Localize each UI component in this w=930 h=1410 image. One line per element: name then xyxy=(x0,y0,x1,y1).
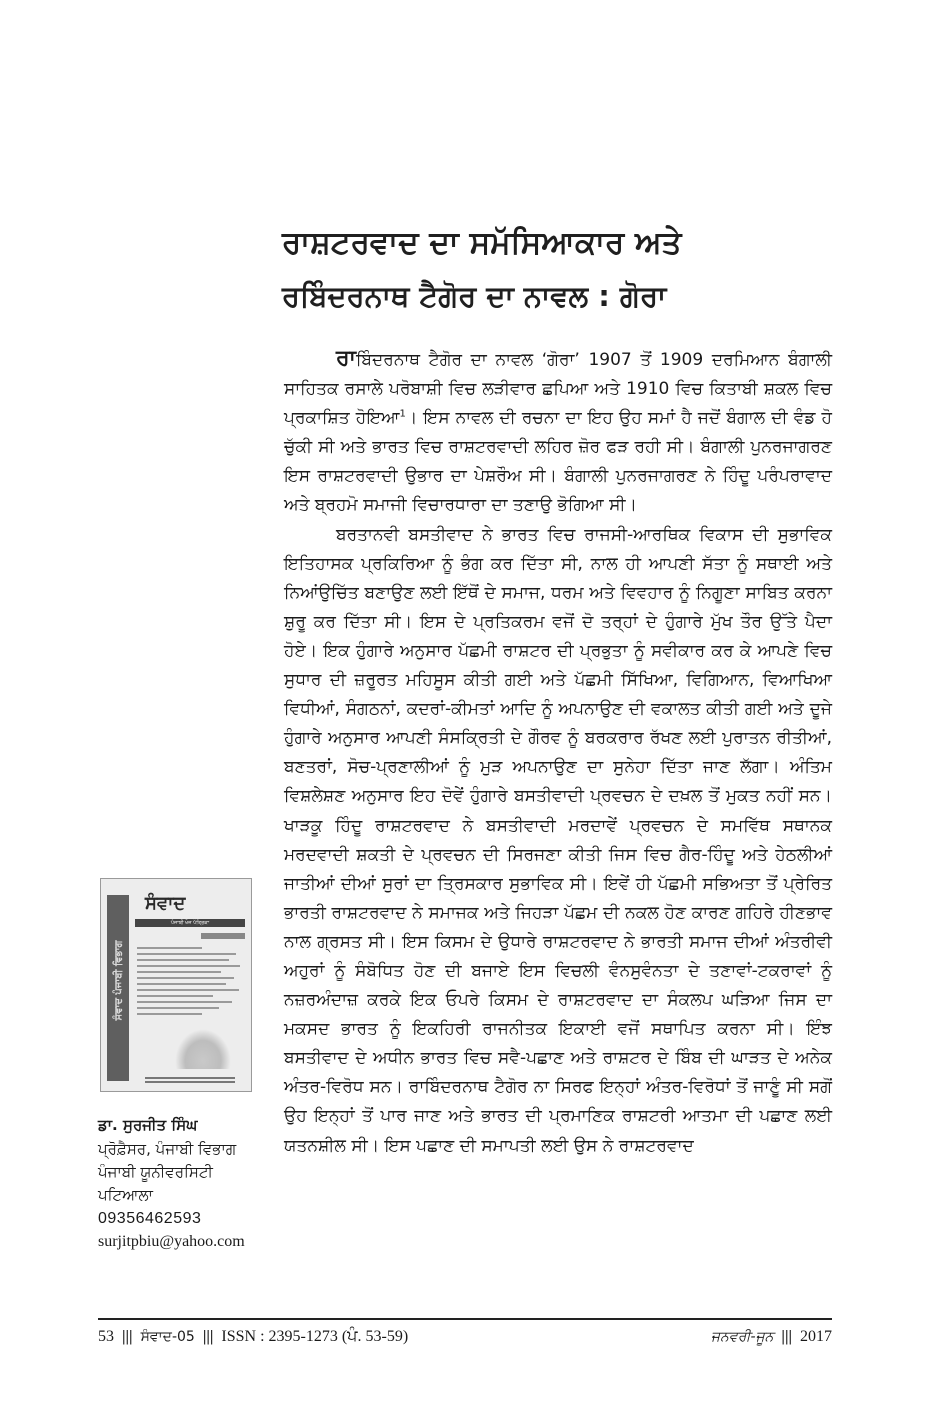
paragraph-2: ਬਰਤਾਨਵੀ ਬਸਤੀਵਾਦ ਨੇ ਭਾਰਤ ਵਿਚ ਰਾਜਸੀ-ਆਰਥਿਕ ਵਿਕਾਸ ਦੀ ਸੁਭਾਵਿਕ ਇਤਿਹਾਸਕ ਪ੍ਰਕਿਰਿਆ ਨੂੰ ਭੰਗ ਕਰ ਦਿੱਤਾ ਸੀ, ਨਾਲ ਹੀ ਆਪਣੀ ਸੱਤਾ ਨੂੰ ਸਥਾਈ ਅਤੇ ਨਿਆਂਉਚਿੱਤ ਬਣਾਉਣ ਲਈ ਇੱਥੋਂ ਦੇ ਸਮਾਜ, ਧਰਮ ਅਤੇ ਵਿਵਹਾਰ ਨੂੰ ਨਿਗੂਣਾ ਸਾਬਿਤ ਕਰਨਾ ਸ਼ੁਰੂ ਕਰ ਦਿੱਤਾ ਸੀ। ਇਸ ਦੇ ਪ੍ਰਤਿਕਰਮ ਵਜੋਂ ਦੋ ਤਰ੍ਹਾਂ ਦੇ ਹੁੰਗਾਰੇ ਮੁੱਖ ਤੌਰ ਉੱਤੇ ਪੈਦਾ ਹੋਏ। ਇਕ ਹੁੰਗਾਰੇ ਅਨੁਸਾਰ ਪੱਛਮੀ ਰਾਸ਼ਟਰ ਦੀ ਪ੍ਰਭੁਤਾ ਨੂੰ ਸਵੀਕਾਰ ਕਰ ਕੇ ਆਪਣੇ ਵਿਚ ਸੁਧਾਰ ਦੀ ਜ਼ਰੂਰਤ ਮਹਿਸੂਸ ਕੀਤੀ ਗਈ ਅਤੇ ਪੱਛਮੀ ਸਿੱਖਿਆ, ਵਿਗਿਆਨ, ਵਿਆਖਿਆ ਵਿਧੀਆਂ, ਸੰਗਠਨਾਂ, ਕਦਰਾਂ-ਕੀਮਤਾਂ ਆਦਿ ਨੂੰ ਅਪਨਾਉਣ ਦੀ ਵਕਾਲਤ ਕੀਤੀ ਗਈ ਅਤੇ ਦੂਜੇ ਹੁੰਗਾਰੇ ਅਨੁਸਾਰ ਆਪਣੀ ਸੰਸਕ੍ਰਿਤੀ ਦੇ ਗੌਰਵ ਨੂੰ ਬਰਕਰਾਰ ਰੱਖਣ ਲਈ ਪੁਰਾਤਨ ਰੀਤੀਆਂ, ਬਣਤਰਾਂ, ਸੋਚ-ਪ੍ਰਣਾਲੀਆਂ ਨੂੰ ਮੁੜ ਅਪਨਾਉਣ ਦਾ ਸੁਨੇਹਾ ਦਿੱਤਾ ਜਾਣ ਲੱਗਾ। ਅੰਤਿਮ ਵਿਸ਼ਲੇਸ਼ਣ ਅਨੁਸਾਰ ਇਹ ਦੋਵੇਂ ਹੁੰਗਾਰੇ ਬਸਤੀਵਾਦੀ ਪ੍ਰਵਚਨ ਦੇ ਦਖ਼ਲ ਤੋਂ ਮੁਕਤ ਨਹੀਂ ਸਨ। ਖਾੜਕੂ ਹਿੰਦੂ ਰਾਸ਼ਟਰਵਾਦ ਨੇ ਬਸਤੀਵਾਦੀ ਮਰਦਾਵੇਂ ਪ੍ਰਵਚਨ ਦੇ ਸਮਵਿੱਥ ਸਥਾਨਕ ਮਰਦਵਾਦੀ ਸ਼ਕਤੀ ਦੇ ਪ੍ਰਵਚਨ ਦੀ ਸਿਰਜਣਾ ਕੀਤੀ ਜਿਸ ਵਿਚ ਗੈਰ-ਹਿੰਦੂ ਅਤੇ ਹੇਠਲੀਆਂ ਜਾਤੀਆਂ ਦੀਆਂ ਸੁਰਾਂ ਦਾ ਤ੍ਰਿਸਕਾਰ ਸੁਭਾਵਿਕ ਸੀ। ਇਵੇਂ ਹੀ ਪੱਛਮੀ ਸਭਿਅਤਾ ਤੋਂ ਪ੍ਰੇਰਿਤ ਭਾਰਤੀ ਰਾਸ਼ਟਰਵਾਦ ਨੇ ਸਮਾਜਕ ਅਤੇ ਜਿਹੜਾ ਪੱਛਮ ਦੀ ਨਕਲ ਹੋਣ ਕਾਰਣ ਗਹਿਰੇ ਹੀਣਭਾਵ ਨਾਲ ਗ੍ਰਸਤ ਸੀ। ਇਸ ਕਿਸਮ ਦੇ ਉਧਾਰੇ ਰਾਸ਼ਟਰਵਾਦ ਨੇ ਭਾਰਤੀ ਸਮਾਜ ਦੀਆਂ ਅੰਤਰੀਵੀ ਅਹੁਰਾਂ ਨੂੰ ਸੰਬੋਧਿਤ ਹੋਣ ਦੀ ਬਜਾਏ ਇਸ ਵਿਚਲੀ ਵੰਨਸੁਵੰਨਤਾ ਦੇ ਤਣਾਵਾਂ-ਟਕਰਾਵਾਂ ਨੂੰ ਨਜ਼ਰਅੰਦਾਜ਼ ਕਰਕੇ ਇਕ ਓਪਰੇ ਕਿਸਮ ਦੇ ਰਾਸ਼ਟਰਵਾਦ ਦਾ ਸੰਕਲਪ ਘੜਿਆ ਜਿਸ ਦਾ ਮਕਸਦ ਭਾਰਤ ਨੂੰ ਇਕਹਿਰੀ ਰਾਜਨੀਤਕ ਇਕਾਈ ਵਜੋਂ ਸਥਾਪਿਤ ਕਰਨਾ ਸੀ। ਇੰਝ ਬਸਤੀਵਾਦ ਦੇ ਅਧੀਨ ਭਾਰਤ ਵਿਚ ਸਵੈ-ਪਛਾਣ ਅਤੇ ਰਾਸ਼ਟਰ ਦੇ ਬਿੰਬ ਦੀ ਘਾੜਤ ਦੇ ਅਨੇਕ ਅੰਤਰ-ਵਿਰੋਧ ਸਨ। ਰਾਬਿੰਦਰਨਾਥ ਟੈਗੋਰ ਨਾ ਸਿਰਫ ਇਨ੍ਹਾਂ ਅੰਤਰ-ਵਿਰੋਧਾਂ ਤੋਂ ਜਾਣੂੰ ਸੀ ਸਗੋਂ ਉਹ ਇਨ੍ਹਾਂ ਤੋਂ ਪਾਰ ਜਾਣ ਅਤੇ ਭਾਰਤ ਦੀ ਪ੍ਰਮਾਣਿਕ ਰਾਸ਼ਟਰੀ ਆਤਮਾ ਦੀ ਪਛਾਣ ਲਈ ਯਤਨਸ਼ੀਲ ਸੀ। ਇਸ ਪਛਾਣ ਦੀ ਸਮਾਪਤੀ ਲਈ ਉਸ ਨੇ ਰਾਸ਼ਟਰਵਾਦ xyxy=(284,524,832,1156)
page-footer xyxy=(98,1326,832,1348)
author-university: ਪੰਜਾਬੀ ਯੂਨੀਵਰਸਿਟੀ xyxy=(98,1163,213,1181)
issue-year: 2017 xyxy=(800,1328,832,1345)
article-title xyxy=(282,222,842,316)
footer-divider xyxy=(98,1318,832,1320)
author-block xyxy=(98,1112,278,1253)
author-designation: ਪ੍ਰੋਫ਼ੈਸਰ, ਪੰਜਾਬੀ ਵਿਭਾਗ xyxy=(98,1140,237,1158)
cover-spine-text: ਸੰਵਾਦ ਪੰਜਾਬੀ ਵਿਭਾਗ xyxy=(113,940,125,1021)
issn: ISSN : 2395-1273 (ਪੰ. 53-59) xyxy=(221,1328,409,1345)
cover-publisher xyxy=(135,1075,245,1087)
journal-cover-image xyxy=(100,878,252,1092)
author-name: ਡਾ. ਸੁਰਜੀਤ ਸਿੰਘ xyxy=(98,1116,198,1134)
cover-subtitle: ਪੰਜਾਬੀ ਖੋਜ ਪੱਤ੍ਰਿਕਾ xyxy=(135,919,245,927)
page-number: 53 xyxy=(98,1328,114,1345)
paragraph-1-rest: । ਇਸ ਨਾਵਲ ਦੀ ਰਚਨਾ ਦਾ ਇਹ ਉਹ ਸਮਾਂ ਹੈ ਜਦੋਂ ਬੰਗਾਲ ਦੀ ਵੰਡ ਹੋ ਚੁੱਕੀ ਸੀ ਅਤੇ ਭਾਰਤ ਵਿਚ ਰਾਸ਼ਟਰਵਾਦੀ ਲਹਿਰ ਜ਼ੋਰ ਫੜ ਰਹੀ ਸੀ। ਬੰਗਾਲੀ ਪੁਨਰਜਾਗਰਣ ਇਸ ਰਾਸ਼ਟਰਵਾਦੀ ਉਭਾਰ ਦਾ ਪੇਸ਼ਰੌਅ ਸੀ। ਬੰਗਾਲੀ ਪੁਨਰਜਾਗਰਣ ਨੇ ਹਿੰਦੂ ਪਰੰਪਰਾਵਾਦ ਅਤੇ ਬ੍ਰਹਮੋ ਸਮਾਜੀ ਵਿਚਾਰਧਾਰਾ ਦਾ ਤਣਾਉ ਭੋਗਿਆ ਸੀ। xyxy=(284,408,832,516)
author-city: ਪਟਿਆਲਾ xyxy=(98,1186,153,1204)
title-line-2: ਰਬਿੰਦਰਨਾਥ ਟੈਗੋਰ ਦਾ ਨਾਵਲ : ਗੋਰਾ xyxy=(282,279,667,313)
cover-title: ਸੰਵਾਦ xyxy=(145,893,186,914)
cover-spine xyxy=(107,895,129,1081)
article-body xyxy=(284,344,832,1161)
author-phone: 09356462593 xyxy=(98,1210,202,1227)
footer-separator: ||| xyxy=(202,1328,214,1345)
footer-right xyxy=(711,1326,832,1348)
paragraph-1 xyxy=(284,344,832,521)
author-email[interactable]: surjitpbiu@yahoo.com xyxy=(98,1233,245,1250)
footnote-marker: 1 xyxy=(399,408,406,420)
drop-cap: ਰਾ xyxy=(336,346,356,371)
issue-months: ਜਨਵਰੀ-ਜੂਨ xyxy=(710,1329,774,1345)
footer-left xyxy=(98,1326,408,1348)
cover-building-image xyxy=(175,1029,231,1069)
cover-contents xyxy=(137,947,245,1019)
paragraph-1-text: ਬਿੰਦਰਨਾਥ ਟੈਗੋਰ ਦਾ ਨਾਵਲ ‘ਗੋਰਾ’ 1907 ਤੋਂ 1909 ਦਰਮਿਆਨ ਬੰਗਾਲੀ ਸਾਹਿਤਕ ਰਸਾਲੇ ਪਰੋਬਾਸ਼ੀ ਵਿਚ ਲੜੀਵਾਰ ਛਪਿਆ ਅਤੇ 1910 ਵਿਚ ਕਿਤਾਬੀ ਸ਼ਕਲ ਵਿਚ ਪ੍ਰਕਾਸ਼ਿਤ ਹੋਇਆ xyxy=(284,350,832,429)
journal-name: ਸੰਵਾਦ-05 xyxy=(140,1329,195,1345)
cover-issue-bar xyxy=(201,933,245,939)
footer-separator: ||| xyxy=(122,1328,133,1345)
title-line-1: ਰਾਸ਼ਟਰਵਾਦ ਦਾ ਸਮੱਸਿਆਕਾਰ ਅਤੇ xyxy=(282,225,682,261)
footer-separator: ||| xyxy=(781,1328,792,1345)
